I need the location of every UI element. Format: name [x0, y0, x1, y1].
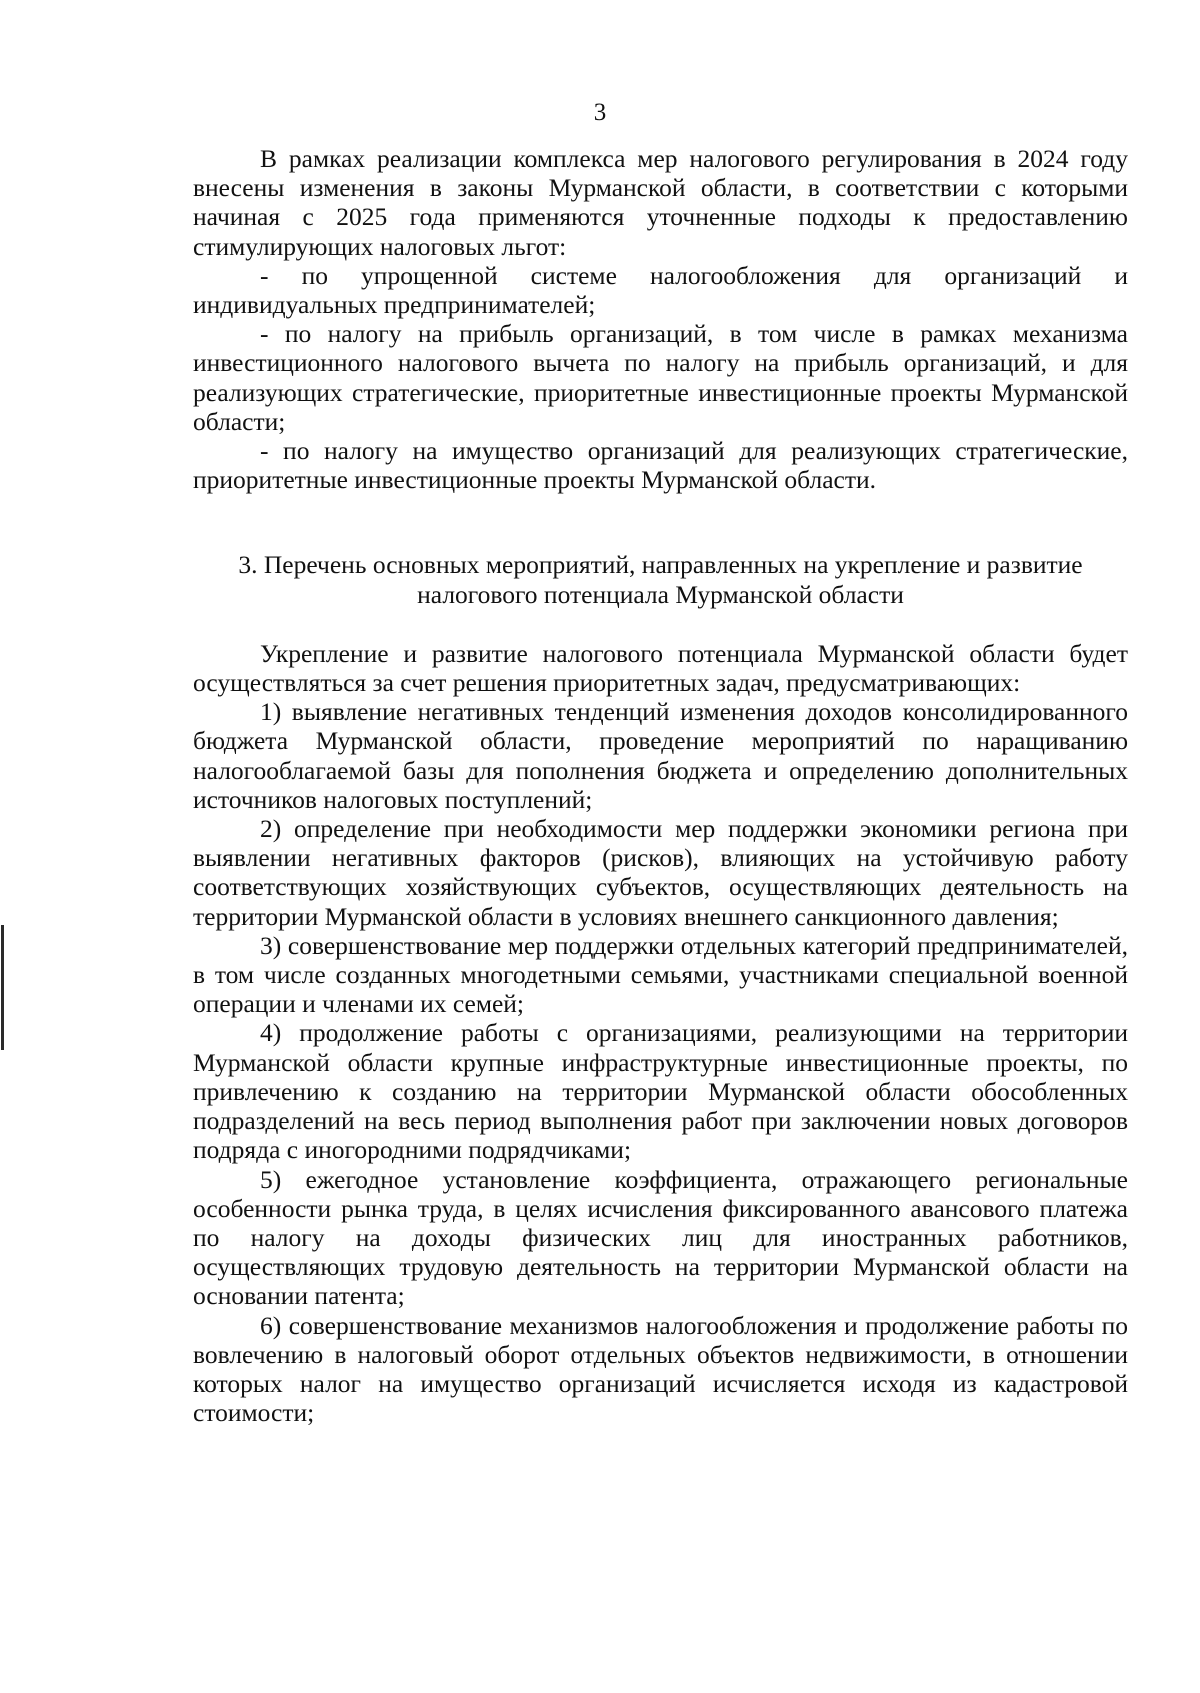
section-heading	[193, 550, 1128, 608]
section-heading-line: 3. Перечень основных мероприятий, направленных на укрепление и развитие	[238, 550, 1083, 580]
task-item: 5) ежегодное установление коэффициента, отражающего региональные особенности рынка труда, в целях исчисления фиксированного авансового платежа по налогу на доходы физических лиц для иностранных работников, осуществляющих трудовую деятельность на территории Мурманской области на основании патента;	[193, 1164, 1128, 1311]
section-heading-line: налогового потенциала Мурманской области	[417, 579, 904, 609]
task-item: 1) выявление негативных тенденций изменения доходов консолидированного бюджета Мурманской области, проведение мероприятий по наращиванию налогооблагаемой базы для пополнения бюджета и определению дополнительных источников налоговых поступлений;	[193, 697, 1128, 814]
spacer	[193, 494, 1128, 522]
document-body	[193, 144, 1128, 1427]
scan-edge-mark	[1, 925, 4, 1050]
page-number: 3	[593, 99, 607, 126]
intro-item: - по налогу на прибыль организаций, в том числе в рамках механизма инвестиционного налогового вычета по налогу на прибыль организаций, и для реализующих стратегические, приоритетные инвестиционные проекты Мурманской области;	[193, 319, 1128, 436]
task-item: 2) определение при необходимости мер поддержки экономики региона при выявлении негативных факторов (рисков), влияющих на устойчивую работу соответствующих хозяйствующих субъектов, осуществляющих деятельность на территории Мурманской области в условиях внешнего санкционного давления;	[193, 814, 1128, 931]
intro-item: - по упрощенной системе налогообложения для организаций и индивидуальных предпринимателей;	[193, 260, 1128, 320]
task-item: 3) совершенствование мер поддержки отдельных категорий предпринимателей, в том числе созданных многодетными семьями, участниками специальной военной операции и членами их семей;	[193, 930, 1128, 1019]
task-item: 6) совершенствование механизмов налогообложения и продолжение работы по вовлечению в налоговый оборот отдельных объектов недвижимости, в отношении которых налог на имущество организаций исчисляется исходя из кадастровой стоимости;	[193, 1310, 1128, 1428]
intro-paragraph: В рамках реализации комплекса мер налогового регулирования в 2024 году внесены изменения в законы Мурманской области, в соответствии с которыми начиная с 2025 года применяются уточненные подходы к предоставлению стимулирующих налоговых льгот:	[193, 144, 1128, 261]
section-intro: Укрепление и развитие налогового потенциала Мурманской области будет осуществляться за счет решения приоритетных задач, предусматривающих:	[193, 638, 1128, 698]
intro-item: - по налогу на имущество организаций для реализующих стратегические, приоритетные инвестиционные проекты Мурманской области.	[193, 436, 1128, 495]
task-item: 4) продолжение работы с организациями, реализующими на территории Мурманской области крупные инфраструктурные инвестиционные проекты, по привлечению к созданию на территории Мурманской области обособленных подразделений на весь период выполнения работ при заключении новых договоров подряда с иногородними подрядчиками;	[193, 1018, 1128, 1165]
